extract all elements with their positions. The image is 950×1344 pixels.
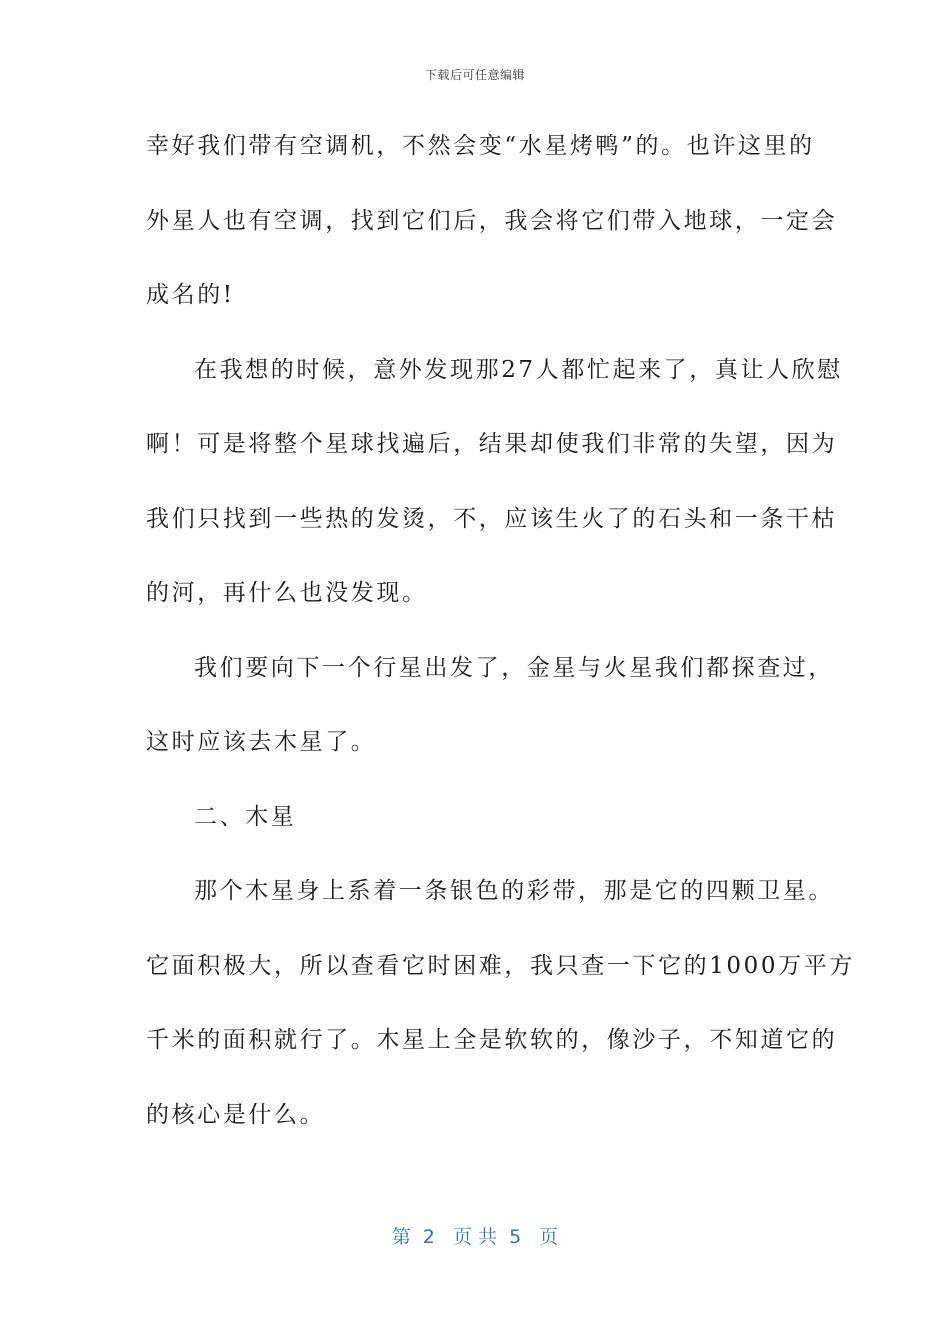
- text-line-12: 它面积极大，所以查看它时困难，我只查一下它的1000万平方: [146, 952, 855, 979]
- text-line-7: 的河，再什么也没发现。: [146, 580, 428, 606]
- text-line-8: 我们要向下一个行星出发了，金星与火星我们都探查过，: [194, 654, 834, 681]
- page-number-footer: 第 2 页 共 5 页: [391, 1226, 559, 1248]
- text-line-2: 外星人也有空调，找到它们后，我会将它们带入地球，一定会: [146, 207, 838, 234]
- text-line-6: 我们只找到一些热的发烫，不，应该生火了的石头和一条干枯: [146, 505, 838, 532]
- text-line-14: 的核心是什么。: [146, 1101, 326, 1128]
- text-line-13: 千米的面积就行了。木星上全是软软的，像沙子，不知道它的: [146, 1027, 838, 1053]
- text-line-11: 那个木星身上系着一条银色的彩带，那是它的四颗卫星。: [194, 878, 834, 904]
- page-header: 下载后可任意编辑: [424, 68, 525, 82]
- text-line-1: 幸好我们带有空调机，不然会变“水星烤鸭”的。也许这里的: [146, 133, 815, 159]
- text-line-4: 在我想的时候，意外发现那27人都忙起来了，真让人欣慰: [194, 356, 843, 383]
- text-line-5: 啊！可是将整个星球找遍后，结果却使我们非常的失望，因为: [146, 431, 838, 457]
- text-line-3: 成名的!: [146, 282, 235, 308]
- document-body: [146, 120, 855, 1163]
- section-heading-jupiter: 二、木星: [194, 803, 297, 830]
- text-line-9: 这时应该去木星了。: [146, 729, 377, 755]
